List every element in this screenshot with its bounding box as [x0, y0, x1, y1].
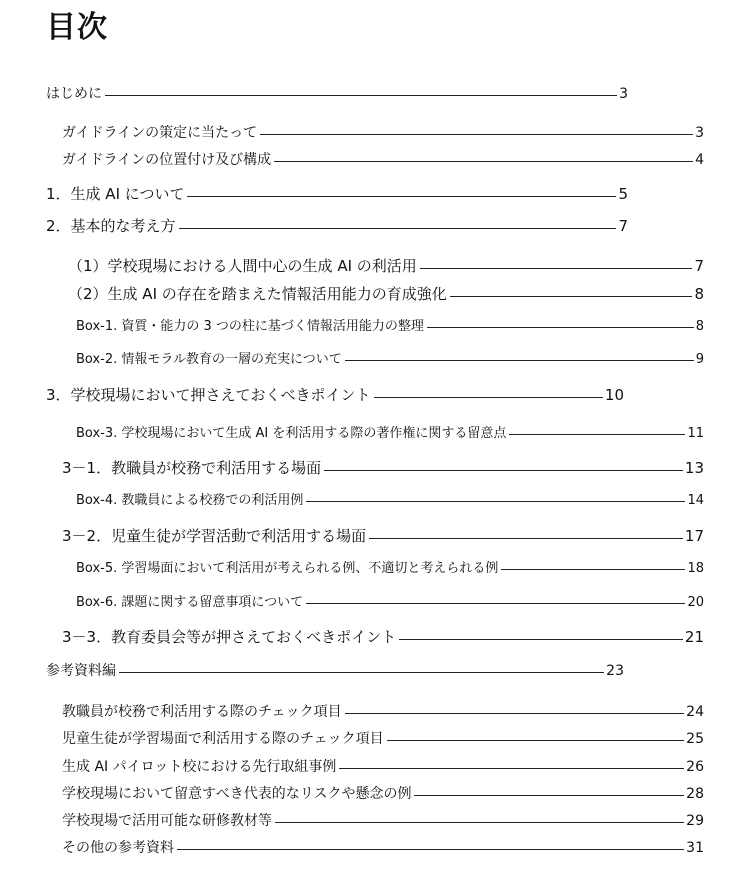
- toc-entry-page: 14: [687, 493, 704, 508]
- toc-leader: [119, 672, 604, 673]
- toc-leader: [509, 434, 685, 435]
- toc-entry-page: 28: [686, 786, 704, 802]
- toc-entry-page: 7: [694, 257, 704, 275]
- toc-entry[interactable]: [46, 184, 628, 204]
- toc-entry-page: 23: [606, 663, 624, 679]
- toc-entry-page: 8: [695, 319, 704, 334]
- toc-entry[interactable]: [46, 84, 628, 104]
- toc-entry-label: 3－3．教育委員会等が押さえておくべきポイント: [62, 628, 397, 646]
- toc-leader: [275, 822, 684, 823]
- toc-entry-page: 13: [684, 459, 704, 477]
- toc-leader: [339, 768, 684, 769]
- toc-entry-page: 20: [687, 595, 704, 610]
- toc-leader: [450, 296, 693, 297]
- toc-entry-page: 11: [687, 426, 704, 441]
- toc-entry-label: （1）学校現場における人間中心の生成 AI の利活用: [68, 257, 417, 275]
- toc-entry-page: 31: [686, 840, 704, 856]
- toc-leader: [324, 470, 683, 471]
- toc-entry[interactable]: [76, 491, 704, 511]
- toc-entry-label: （2）生成 AI の存在を踏まえた情報活用能力の育成強化: [68, 285, 447, 303]
- toc-entry-page: 4: [695, 152, 704, 168]
- toc-entry-label: Box-4. 教職員による校務での利活用例: [76, 493, 304, 508]
- toc-leader: [369, 538, 683, 539]
- toc-entry[interactable]: [62, 526, 704, 546]
- toc-entry[interactable]: [76, 424, 704, 444]
- toc-leader: [345, 360, 694, 361]
- toc-entry[interactable]: [68, 284, 704, 304]
- toc-entry-page: 21: [684, 628, 704, 646]
- toc-leader: [177, 849, 684, 850]
- toc-leader: [306, 603, 685, 604]
- toc-leader: [274, 161, 693, 162]
- toc-entry[interactable]: [62, 729, 704, 749]
- toc-leader: [105, 95, 617, 96]
- toc-entry-label: Box-3. 学校現場において生成 AI を利活用する際の著作権に関する留意点: [76, 426, 507, 441]
- toc-entry-label: 教職員が校務で利活用する際のチェック項目: [62, 704, 342, 720]
- toc-entry-label: 学校現場で活用可能な研修教材等: [62, 813, 272, 829]
- toc-entry-label: 参考資料編: [46, 663, 116, 679]
- toc-entry-label: 2．基本的な考え方: [46, 217, 176, 235]
- toc-entry-page: 5: [618, 185, 628, 203]
- toc-entry-label: ガイドラインの位置付け及び構成: [62, 152, 272, 168]
- toc-entry-label: 3－2．児童生徒が学習活動で利活用する場面: [62, 527, 367, 545]
- toc-entry[interactable]: [62, 627, 704, 647]
- toc-entry[interactable]: [68, 256, 704, 276]
- toc-leader: [187, 196, 616, 197]
- page-title: 目次: [46, 10, 108, 45]
- toc-leader: [399, 639, 683, 640]
- toc-leader: [374, 397, 603, 398]
- toc-entry-label: 3－1．教職員が校務で利活用する場面: [62, 459, 322, 477]
- toc-entry-page: 24: [686, 704, 704, 720]
- toc-entry-page: 8: [694, 285, 704, 303]
- toc-entry-label: Box-1. 資質・能力の 3 つの柱に基づく情報活用能力の整理: [76, 319, 424, 334]
- toc-entry-page: 10: [604, 386, 624, 404]
- toc-leader: [345, 713, 685, 714]
- toc-entry-page: 9: [695, 352, 704, 367]
- toc-entry[interactable]: [62, 123, 704, 143]
- toc-entry-page: 3: [695, 125, 704, 141]
- toc-entry[interactable]: [62, 811, 704, 831]
- toc-leader: [179, 228, 617, 229]
- toc-leader: [306, 501, 685, 502]
- toc-entry-label: 1．生成 AI について: [46, 185, 185, 203]
- toc-entry[interactable]: [62, 458, 704, 478]
- toc-entry-label: Box-2. 情報モラル教育の一層の充実について: [76, 352, 342, 367]
- toc-entry-label: Box-6. 課題に関する留意事項について: [76, 595, 304, 610]
- toc-entry-label: その他の参考資料: [62, 840, 174, 856]
- toc-entry-label: 児童生徒が学習場面で利活用する際のチェック項目: [62, 731, 384, 747]
- toc-leader: [387, 740, 685, 741]
- toc-entry[interactable]: [76, 559, 704, 579]
- toc-entry-label: ガイドラインの策定に当たって: [62, 125, 258, 141]
- toc-entry-page: 3: [619, 86, 628, 102]
- toc-entry[interactable]: [46, 661, 624, 681]
- toc-entry-label: 3．学校現場において押さえておくべきポイント: [46, 386, 371, 404]
- toc-entry[interactable]: [76, 317, 704, 337]
- toc-leader: [260, 134, 693, 135]
- toc-entry[interactable]: [76, 350, 704, 370]
- toc-entry-page: 29: [686, 813, 704, 829]
- toc-entry-label: はじめに: [46, 86, 102, 102]
- toc-entry-label: 生成 AI パイロット校における先行取組事例: [62, 759, 337, 775]
- toc-entry-page: 26: [686, 759, 704, 775]
- toc-entry[interactable]: [62, 702, 704, 722]
- toc-entry-page: 25: [686, 731, 704, 747]
- toc-entry[interactable]: [62, 784, 704, 804]
- toc-leader: [427, 327, 694, 328]
- toc-entry[interactable]: [62, 757, 704, 777]
- toc-entry[interactable]: [46, 216, 628, 236]
- toc-entry-page: 7: [618, 217, 628, 235]
- toc-entry[interactable]: [46, 385, 624, 405]
- toc-entry-label: Box-5. 学習場面において利活用が考えられる例、不適切と考えられる例: [76, 561, 499, 576]
- toc-entry-page: 17: [684, 527, 704, 545]
- toc-leader: [414, 795, 684, 796]
- toc-entry[interactable]: [76, 593, 704, 613]
- toc-entry-label: 学校現場において留意すべき代表的なリスクや懸念の例: [62, 786, 412, 802]
- toc-leader: [501, 569, 685, 570]
- toc-entry[interactable]: [62, 838, 704, 858]
- toc-leader: [420, 268, 693, 269]
- toc-entry-page: 18: [687, 561, 704, 576]
- toc-entry[interactable]: [62, 150, 704, 170]
